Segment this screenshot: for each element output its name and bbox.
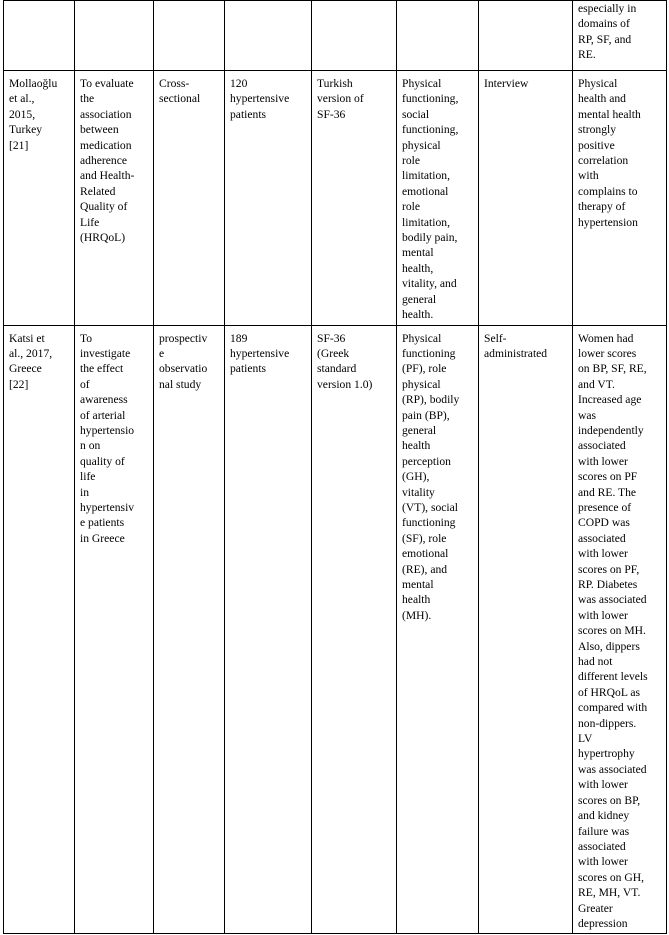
table-cell-administration: Self- administrated: [479, 325, 573, 934]
table-cell-design: Cross- sectional: [154, 71, 225, 326]
table-cell-aim: To evaluate the association between medication adherence and Health- Related Quality of Life (HRQoL): [75, 71, 154, 326]
table-cell-administration: Interview: [479, 71, 573, 326]
table-row: [4, 325, 667, 934]
table-cell-results: Physical health and mental health strongly positive correlation with complains to therapy of hypertension: [573, 71, 667, 326]
table-cell-design: prospectiv e observatio nal study: [154, 325, 225, 934]
table-cell-sample: 189 hypertensive patients: [225, 325, 312, 934]
studies-table: [3, 0, 667, 934]
table-cell-study: Katsi et al., 2017, Greece [22]: [4, 325, 75, 934]
table-row: [4, 1, 667, 71]
table-cell-domains: [397, 1, 479, 71]
table-cell-domains: Physical functioning, social functioning, physical role limitation, emotional role limitation, bodily pain, mental health, vitality, and general health.: [397, 71, 479, 326]
table-cell-results: especially in domains of RP, SF, and RE.: [573, 1, 667, 71]
table-cell-design: [154, 1, 225, 71]
table-cell-sample: 120 hypertensive patients: [225, 71, 312, 326]
table-cell-aim: [75, 1, 154, 71]
table-cell-sample: [225, 1, 312, 71]
table-cell-instrument: SF-36 (Greek standard version 1.0): [312, 325, 397, 934]
table-cell-administration: [479, 1, 573, 71]
table-cell-results: Women had lower scores on BP, SF, RE, and VT. Increased age was independently associated with lower scores on PF and RE. The presence of COPD was associated with lower scores on PF, RP. Diabetes was associated with lower scores on MH. Also, dippers had not different levels of HRQoL as compared with non-dippers. LV hypertrophy was associated with lower scores on BP, and kidney failure was associated with lower scores on GH, RE, MH, VT. Greater depression: [573, 325, 667, 934]
table-cell-instrument: Turkish version of SF-36: [312, 71, 397, 326]
table-row: [4, 71, 667, 326]
table-cell-instrument: [312, 1, 397, 71]
table-cell-study: Mollaoğlu et al., 2015, Turkey [21]: [4, 71, 75, 326]
table-cell-study: [4, 1, 75, 71]
table-cell-domains: Physical functioning (PF), role physical (RP), bodily pain (BP), general health perception (GH), vitality (VT), social functioning (SF), role emotional (RE), and mental health (MH).: [397, 325, 479, 934]
table-cell-aim: To investigate the effect of awareness of arterial hypertensio n on quality of life in hypertensiv e patients in Greece: [75, 325, 154, 934]
